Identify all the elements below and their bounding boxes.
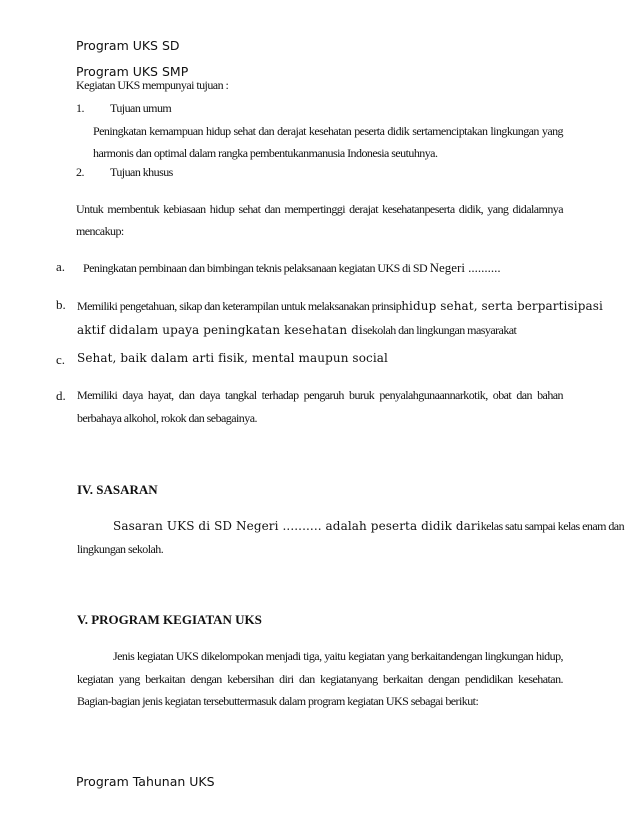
item-a-text-part1: Peningkatan pembinaan dan bimbingan teknis pelaksanaan kegiatan UKS di SD [83, 261, 430, 275]
item-c-text: Sehat, baik dalam arti fisik, mental maupun social [77, 351, 388, 365]
item-b-line-2 [77, 321, 516, 339]
list-label-tujuan-khusus: Tujuan khusus [110, 165, 173, 179]
header-line-1: Program UKS SD [76, 38, 180, 53]
section-v-heading: V. PROGRAM KEGIATAN UKS [77, 612, 262, 627]
item-b-letter: b. [56, 297, 66, 312]
item-a-letter: a. [56, 259, 66, 274]
section-v-line-1: Jenis kegiatan UKS dikelompokan menjadi tiga, yaitu kegiatan yang berkaitandengan lingkungan hidup, [113, 649, 563, 663]
footer-text: Program Tahunan UKS [76, 774, 215, 789]
section-iv-line-1 [113, 517, 624, 535]
section-v-line-2: kegiatan yang berkaitan dengan kebersihan diri dan kegiatanyang berkaitan dengan pendidikan kesehatan. [77, 672, 563, 686]
tujuan-umum-line-2: harmonis dan optimal dalam rangka pembentukanmanusia Indonesia seutuhnya. [93, 146, 438, 160]
section-iv-line-2: lingkungan sekolah. [77, 542, 164, 556]
list-number-1: 1. [76, 101, 84, 115]
item-b-line-2-part2: sekolah dan lingkungan masyarakat [362, 323, 517, 337]
item-b-line-2-part1: aktif didalam upaya peningkatan kesehatan di [77, 323, 363, 337]
intro-text: Kegiatan UKS mempunyai tujuan : [76, 78, 229, 92]
tujuan-umum-line-1: Peningkatan kemampuan hidup sehat dan derajat kesehatan peserta didik sertamenciptakan lingkungan yang [93, 124, 563, 138]
item-d-letter: d. [56, 388, 66, 403]
item-a-text [83, 259, 501, 277]
tujuan-khusus-line-1: Untuk membentuk kebiasaan hidup sehat dan mempertinggi derajat kesehatanpeserta didik, yang didalamnya [76, 202, 563, 216]
item-d-line-1: Memiliki daya hayat, dan daya tangkal terhadap pengaruh buruk penyalahgunaannarkotik, obat dan bahan [77, 388, 563, 402]
section-iv-line-1-part1: Sasaran UKS di SD Negeri .......... adalah peserta didik dari [113, 519, 481, 533]
item-b-line-1-part1: Memiliki pengetahuan, sikap dan keterampilan untuk melaksanakan prinsip [77, 299, 402, 313]
item-b-line-1 [77, 297, 603, 315]
item-b-line-1-part2: hidup sehat, serta berpartisipasi [401, 299, 603, 313]
header-line-2: Program UKS SMP [76, 64, 189, 79]
item-c-letter: c. [56, 352, 66, 367]
item-a-text-part2: Negeri .......... [429, 260, 501, 275]
item-d-line-2: berbahaya alkohol, rokok dan sebagainya. [77, 411, 257, 425]
tujuan-khusus-line-2: mencakup: [76, 224, 124, 238]
list-number-2: 2. [76, 165, 84, 179]
section-v-line-3: Bagian-bagian jenis kegiatan tersebuttermasuk dalam program kegiatan UKS sebagai berikut: [77, 694, 479, 708]
list-label-tujuan-umum: Tujuan umum [110, 101, 172, 115]
section-iv-line-1-part2: kelas satu sampai kelas enam dan [480, 519, 625, 533]
section-iv-heading: IV. SASARAN [77, 482, 158, 497]
